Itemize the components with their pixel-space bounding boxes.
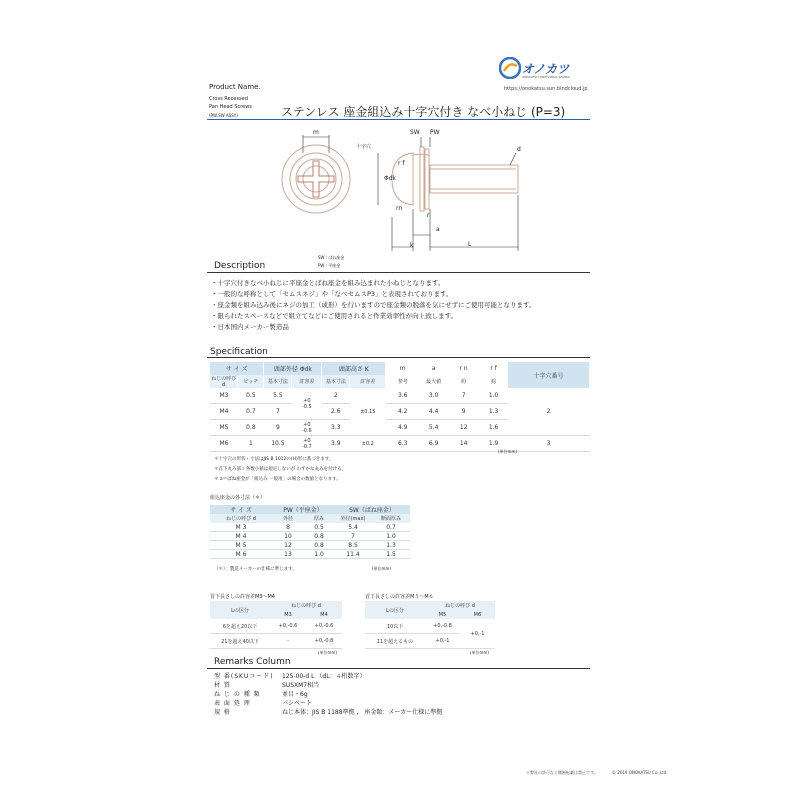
washer-sub: ねじの呼び d [210,514,272,523]
remarks-label: 規 格 [214,709,231,716]
cell-rn: 14 [448,436,480,452]
tol-head-group: ねじの呼び d [270,601,342,610]
tol-right-unit: (単位mm) [470,650,489,655]
washer-unit: (単位mm) [372,566,391,571]
remarks-row [214,699,442,708]
cell-size: M6 [210,436,238,452]
cell-rf: 1.6 [480,420,508,436]
remarks-rule [207,668,590,669]
cell: M 5 [210,541,272,550]
specification-table [210,362,590,452]
remarks-label: 表 面 処 理 [214,700,251,707]
cell: 10 [272,532,304,541]
cell-a: 4.4 [420,404,448,420]
dim-m-label: m [313,129,319,136]
table-row [210,523,410,532]
dim-rf-label: r f [398,160,405,167]
cell: 13 [272,550,304,559]
remarks-row [214,681,442,690]
remarks-value: ねじ本体：JIS B 1188準拠 ， 座金類：メーカー仕様に準拠 [282,709,443,716]
cell: M 3 [210,523,272,532]
spec-notes [214,455,346,485]
spec-head-size: サ イ ズ [210,362,264,375]
description-rule [207,272,590,273]
cell: 11を超えるもの [365,634,425,649]
cell-rf: 1.0 [480,388,508,404]
spec-sub: 参考 [386,375,420,388]
cell-cross: 2 [508,388,590,436]
spec-note: ＊ a＝ばね座金が「組込み 一般用」の場合の数値となります。 [214,477,341,482]
cell: 6を超え20以下 [210,619,270,634]
remarks-label: ね じ の 種 類 [214,691,261,698]
spec-sub: 約 [448,375,480,388]
spec-head-cross: 十字穴番号 [508,362,590,388]
remarks-label: 型 番(SKUコード) [214,673,274,680]
table-row [210,532,410,541]
cell-a: 6.9 [420,436,448,452]
remarks-value: SUSXM7相当 [282,682,320,689]
cell: 8 [272,523,304,532]
description-line: ・日本国内メーカー製造品 [211,323,289,331]
cell: +0,-1 [425,634,460,649]
cell-rn: 12 [448,420,480,436]
cell-m: 6.3 [386,436,420,452]
cell: +0,-0.8 [425,619,460,634]
cell: 8.5 [334,541,372,550]
specification-title: Specification [210,347,268,357]
spec-sub: 約 [480,375,508,388]
tol-left-table [210,601,342,649]
spec-sub: 最大値 [420,375,448,388]
tol-head-col: M5 [425,610,460,619]
company-url[interactable]: https://onokatsu.sun.bindcloud.jp [504,86,588,92]
description-line: ・座金類を組み込み後にネジの加工（成形）を行いますので座金類の脱落を気にせずにご使用可能となります。 [211,301,536,309]
cell-rn: 9 [448,404,480,420]
dim-rn-label: rn [396,205,403,212]
remarks-row [214,672,442,681]
table-row [210,550,410,559]
cell: M 6 [210,550,272,559]
spec-head-k: 頭部高さ K [322,362,386,375]
spec-sub: 基本寸法 [264,375,292,388]
remarks-value: パシベート [282,700,313,707]
tol-right-table [365,601,495,649]
spec-sub: 許容差 [292,375,322,388]
dim-r-label: r [427,212,430,219]
cell-a: 3.0 [420,388,448,404]
washer-head-pw: PW（平座金） [272,505,334,514]
tol-head-col: M4 [306,610,342,619]
cell-dk-tol: +0 -0.7 [292,436,322,452]
cell: +0,-0.8 [306,634,342,649]
washer-head-size: サ イ ズ [210,505,272,514]
cell-dk: 9 [264,420,292,436]
page-title: ステンレス 座金組込み十字穴付き なべ小ねじ (P=3) [281,105,566,119]
cell-size: M5 [210,420,238,436]
cell-k: 2.6 [322,404,350,420]
cell-m: 4.2 [386,404,420,420]
description-line: ・限られたスペースなどで組立てなどにご使用されると作業効率性が向上致します。 [211,312,458,320]
cell: 1.3 [372,541,410,550]
cell-size: M3 [210,388,238,404]
description-body [211,278,535,333]
tol-head-l: Lの区分 [210,601,270,619]
cell-pitch: 0.7 [238,404,264,420]
cell: +0,-0.6 [270,619,306,634]
dim-l-label: L [468,241,472,248]
cell: +0,-1 [460,619,495,649]
company-logo-sub: ONOKATSU INDUSTRIAL WORKS [522,75,570,79]
cell: 0.8 [304,532,334,541]
remarks-value: 125-00-d L （dL：４桁数字） [282,673,366,680]
cell: 21を超え40以下 [210,634,270,649]
cell: 0.5 [304,523,334,532]
spec-sub: 基本寸法 [322,375,350,388]
cell-pitch: 0.5 [238,388,264,404]
cell: 0.7 [372,523,410,532]
cell: +0,-0.6 [306,619,342,634]
cell-cross: 3 [508,436,590,452]
spec-head-m: m [386,362,420,375]
washer-sub: 断面厚み [372,514,410,523]
spec-note: ＊十字穴の形状・寸法はJIS B 1012の(H)形に基づきます。 [214,457,334,462]
washer-sub: 厚み [304,514,334,523]
product-en-line-2: Pan Head Screws [209,104,252,110]
dim-pw-label: PW [430,129,440,136]
spec-head-rn: r n [448,362,480,375]
cell-k: 2 [322,388,350,404]
screw-drawing [280,125,540,255]
cell: M 4 [210,532,272,541]
table-row [210,388,590,404]
dim-dk-label: Φdk [384,175,397,182]
table-row [365,619,495,634]
dim-k-label: k [410,242,414,249]
cell: 1.0 [304,550,334,559]
product-en-line-1: Cross Recessed [209,96,248,102]
cell-k-tol: ±0.15 [350,388,386,436]
remarks-row [214,708,442,717]
cell-m: 3.6 [386,388,420,404]
remarks-row [214,690,442,699]
footer-notice: ＊弊社の許可なく無断転載は禁止です。 [526,770,598,775]
washer-title: 組込座金の各寸法（＊） [210,495,266,501]
tol-head-col: M6 [460,610,495,619]
washer-sub: 外径 [272,514,304,523]
product-code: (PW,SW ASSY) [209,113,238,118]
cell: 7 [334,532,372,541]
tol-left-title: 首下長さしの許容差M3〜M4 [210,594,275,600]
washer-head-sw: SW（ばね座金） [334,505,410,514]
company-logo-icon [499,57,521,79]
cell-k: 3.9 [322,436,350,452]
tol-head-group: ねじの呼び d [425,601,495,610]
footer-copyright: © 2019 ONOKATSU Co.,Ltd. [612,770,668,775]
spec-head-a: a [420,362,448,375]
header-rule [207,119,590,120]
legend-pw: PW : 平座金 [318,263,341,268]
remarks-title: Remarks Column [214,657,291,667]
cell-pitch: 0.8 [238,420,264,436]
company-logo-text: オノカツ [522,62,570,76]
remarks-value: 並目・6g [282,691,308,698]
description-line: ・十字穴付きなべ小ねじに平座金とばね座金を組み込まれた小ねじとなります。 [211,279,445,287]
table-row [210,634,342,649]
washer-table [210,505,410,559]
cell-rf: 1.9 [480,436,508,452]
cell-rf: 1.3 [480,404,508,420]
dim-a-label: a [436,226,440,233]
remarks-list [214,672,442,717]
washer-sub: 外径(max) [334,514,372,523]
cell-dk-tol: +0 -0.6 [292,420,322,436]
cell-a: 5.4 [420,420,448,436]
spec-head-rf: r f [480,362,508,375]
dim-hole-label: 十字穴 [356,144,372,150]
spec-head-dk: 頭部外径 Φdk [264,362,322,375]
cell-rn: 7 [448,388,480,404]
cell-size: M4 [210,404,238,420]
remarks-label: 材 質 [214,682,231,689]
cell-m: 4.9 [386,420,420,436]
cell-dk: 10.5 [264,436,292,452]
spec-note: ＊首下丸み部 r 各数小値は規定しないが わずかな丸みを付ける。 [214,467,347,472]
legend-sw: SW : ばね座金 [318,255,345,260]
tol-head-l: Lの区分 [365,601,425,619]
specification-rule [207,357,590,358]
cell: 1.0 [372,532,410,541]
cell-pitch: 1 [238,436,264,452]
cell: - [270,634,306,649]
spec-unit: (単位mm) [498,449,517,454]
tol-left-unit: (単位mm) [318,650,337,655]
dim-d-label: d [517,146,521,153]
spec-sub: ピッチ [238,375,264,388]
cell-k-tol: ±0.2 [350,436,386,452]
cell-dk: 7 [264,404,292,420]
dim-sw-label: SW [410,129,420,136]
cell-k: 3.3 [322,420,350,436]
table-row [210,436,590,452]
spec-sub: ねじの呼び d [211,376,237,388]
cell: 10以下 [365,619,425,634]
table-row [210,619,342,634]
cell-dk: 5.5 [264,388,292,404]
tol-right-title: 首下長さしの許容差M５〜M６ [365,594,434,600]
cell: 11.4 [334,550,372,559]
cell: 12 [272,541,304,550]
tol-head-col: M3 [270,610,306,619]
cell-dk-tol: +0 -0.5 [292,388,322,420]
product-name-label: Product Name. [209,83,261,91]
spec-sub: 許容差 [350,375,386,388]
description-title: Description [214,261,266,271]
washer-note: （＊）：製造メーカーの仕様に準じます。 [214,567,297,572]
cell: 0.8 [304,541,334,550]
cell: 5.4 [334,523,372,532]
description-line: ・一般的な呼称として「セムスネジ」や「なべセムスP3」と表現されております。 [211,290,453,298]
cell: 1.5 [372,550,410,559]
table-row [210,541,410,550]
